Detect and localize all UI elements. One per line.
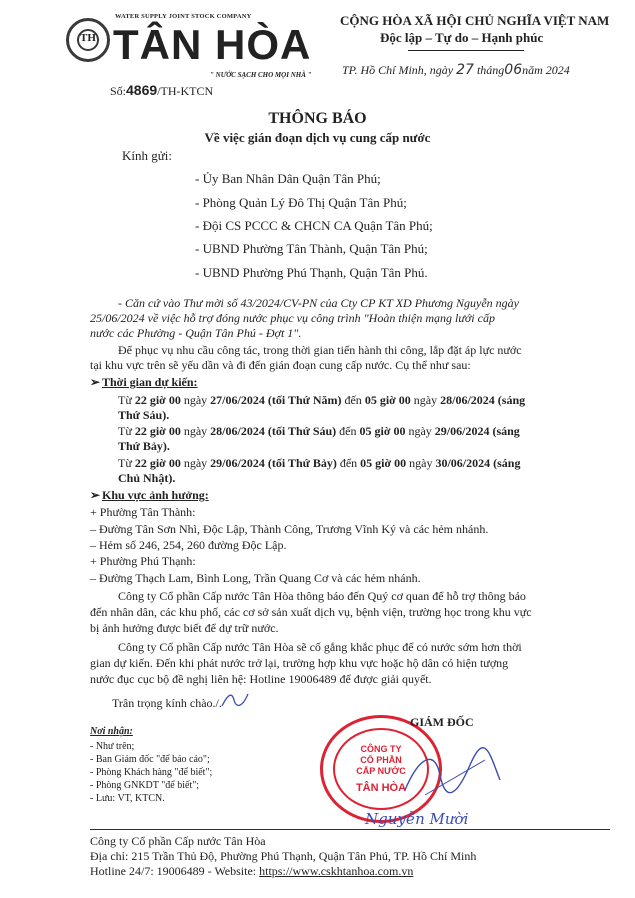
logo-text: TH [80, 32, 96, 44]
motto-underline [408, 50, 524, 51]
doc-number-value: 4869 [126, 82, 158, 98]
body-line: Công ty Cổ phần Cấp nước Tân Hòa thông báo đến Quý cơ quan để hỗ trợ thông báo [118, 589, 526, 603]
document-subtitle: Về việc gián đoạn dịch vụ cung cấp nước [204, 130, 431, 145]
area-line: – Hẻm số 246, 254, 260 đường Độc Lập. [90, 538, 287, 552]
document-date: TP. Hồ Chí Minh, ngày 27 tháng06năm 2024 [342, 62, 570, 78]
intro-line: Để phục vụ nhu cầu công tác, trong thời gian tiến hành thi công, lắp đặt áp lực nước [118, 343, 522, 357]
signer-title: GIÁM ĐỐC [410, 715, 474, 729]
signer-name: Nguyễn Mười [365, 810, 469, 828]
document-title: THÔNG BÁO [268, 110, 367, 127]
doc-suffix: /TH-KTCN [157, 84, 214, 98]
area-line: + Phường Tân Thành: [90, 505, 196, 519]
company-logo [66, 18, 110, 62]
closing-line: Trân trọng kính chào./. [112, 696, 222, 710]
noi-nhan-item: - Như trên; [90, 741, 135, 752]
area-line: – Đường Tân Sơn Nhì, Độc Lập, Thành Công, Trương Vĩnh Ký và các hẻm nhánh. [90, 522, 489, 536]
schedule-line: Từ 22 giờ 00 ngày 27/06/2024 (tối Thứ Năm) đến 05 giờ 00 ngày 28/06/2024 (sáng [118, 393, 526, 407]
recipient-item: - UBND Phường Phú Thạnh, Quận Tân Phú. [195, 265, 428, 280]
company-seal: CÔNG TY CỔ PHẦN CẤP NƯỚC TÂN HÒA [320, 715, 442, 823]
basis-line: - Căn cứ vào Thư mời số 43/2024/CV-PN của Cty CP KT XD Phương Nguyễn ngày [118, 296, 519, 310]
basis-line: nước các Phường - Quận Tân Phú - Đợt 1". [90, 326, 302, 340]
noi-nhan-item: - Ban Giám đốc "để báo cáo"; [90, 754, 210, 765]
body-line: đến nhân dân, các khu phố, các cơ sở sản xuất dịch vụ, bệnh viện, trường học trong khu vực [90, 605, 532, 619]
brand-name: TÂN HÒA [113, 21, 312, 68]
noi-nhan-title: Nơi nhận: [90, 726, 133, 737]
noi-nhan-item: - Lưu: VT, KTCN. [90, 793, 165, 804]
recipient-item: - Ủy Ban Nhân Dân Quận Tân Phú; [195, 171, 381, 186]
footer-contact: Hotline 24/7: 19006489 - Website: https://www.cskhtanhoa.com.vn [90, 864, 414, 878]
area-line: + Phường Phú Thạnh: [90, 554, 196, 568]
schedule-line-cont: Chủ Nhật). [118, 471, 176, 485]
area-line: – Đường Thạch Lam, Bình Long, Trần Quang Cơ và các hẻm nhánh. [90, 571, 421, 585]
kinh-gui-label: Kính gửi: [122, 148, 173, 163]
body-line: nước đục cục bộ đề nghị liên hệ: Hotline 19006489 để được giải quyết. [90, 672, 432, 686]
slogan: " NƯỚC SẠCH CHO MỌI NHÀ " [210, 71, 312, 79]
website-link[interactable]: https://www.cskhtanhoa.com.vn [259, 864, 414, 878]
footer-address: Địa chỉ: 215 Trần Thủ Độ, Phường Phú Thạnh, Quận Tân Phú, TP. Hồ Chí Minh [90, 849, 477, 863]
recipient-item: - Đội CS PCCC & CHCN CA Quận Tân Phú; [195, 218, 433, 233]
recipient-item: - UBND Phường Tân Thành, Quận Tân Phú; [195, 241, 428, 256]
footer-company: Công ty Cổ phần Cấp nước Tân Hòa [90, 834, 266, 848]
body-line: bị ảnh hưởng được biết để dự trữ nước. [90, 621, 279, 635]
time-heading: ➢ Thời gian dự kiến: [90, 375, 198, 389]
intro-line: tại khu vực trên sẽ yếu dần và đi đến gián đoạn cung cấp nước. Cụ thể như sau: [90, 358, 471, 372]
nation-title: CỘNG HÒA XÃ HỘI CHỦ NGHĨA VIỆT NAM [340, 13, 610, 28]
date-month: 06 [504, 62, 523, 78]
recipient-item: - Phòng Quản Lý Đô Thị Quận Tân Phú; [195, 195, 407, 210]
arrow-icon: ➢ [90, 375, 101, 389]
document-number [110, 82, 213, 99]
noi-nhan-item: - Phòng GNKDT "để biết"; [90, 780, 200, 791]
national-motto: Độc lập – Tự do – Hạnh phúc [380, 30, 544, 45]
company-english-name: WATER SUPPLY JOINT STOCK COMPANY [115, 13, 252, 20]
schedule-line: Từ 22 giờ 00 ngày 28/06/2024 (tối Thứ Sáu) đến 05 giờ 00 ngày 29/06/2024 (sáng [118, 424, 520, 438]
body-line: Công ty Cổ phần Cấp nước Tân Hòa sẽ cố gắng khắc phục để có nước sớm hơn thời [118, 640, 522, 654]
noi-nhan-item: - Phòng Khách hàng "để biết"; [90, 767, 213, 778]
body-line: gian dự kiến. Đến khi phát nước trở lại, trường hợp khu vực hoặc hộ dân có hiện tượng [90, 656, 509, 670]
date-day: 27 [456, 62, 474, 78]
initials-scribble-icon [220, 690, 250, 710]
schedule-line: Từ 22 giờ 00 ngày 29/06/2024 (tối Thứ Bảy) đến 05 giờ 00 ngày 30/06/2024 (sáng [118, 456, 521, 470]
doc-prefix: Số: [110, 84, 127, 98]
signature-icon [395, 745, 505, 805]
arrow-icon: ➢ [90, 488, 101, 502]
area-heading: ➢ Khu vực ảnh hưởng: [90, 488, 209, 502]
schedule-line-cont: Thứ Bảy). [118, 439, 170, 453]
basis-line: 25/06/2024 về việc hỗ trợ đóng nước phục vụ công trình "Hoàn thiện mạng lưới cấp [90, 311, 495, 325]
schedule-line-cont: Thứ Sáu). [118, 408, 170, 422]
footer-divider [90, 829, 610, 830]
